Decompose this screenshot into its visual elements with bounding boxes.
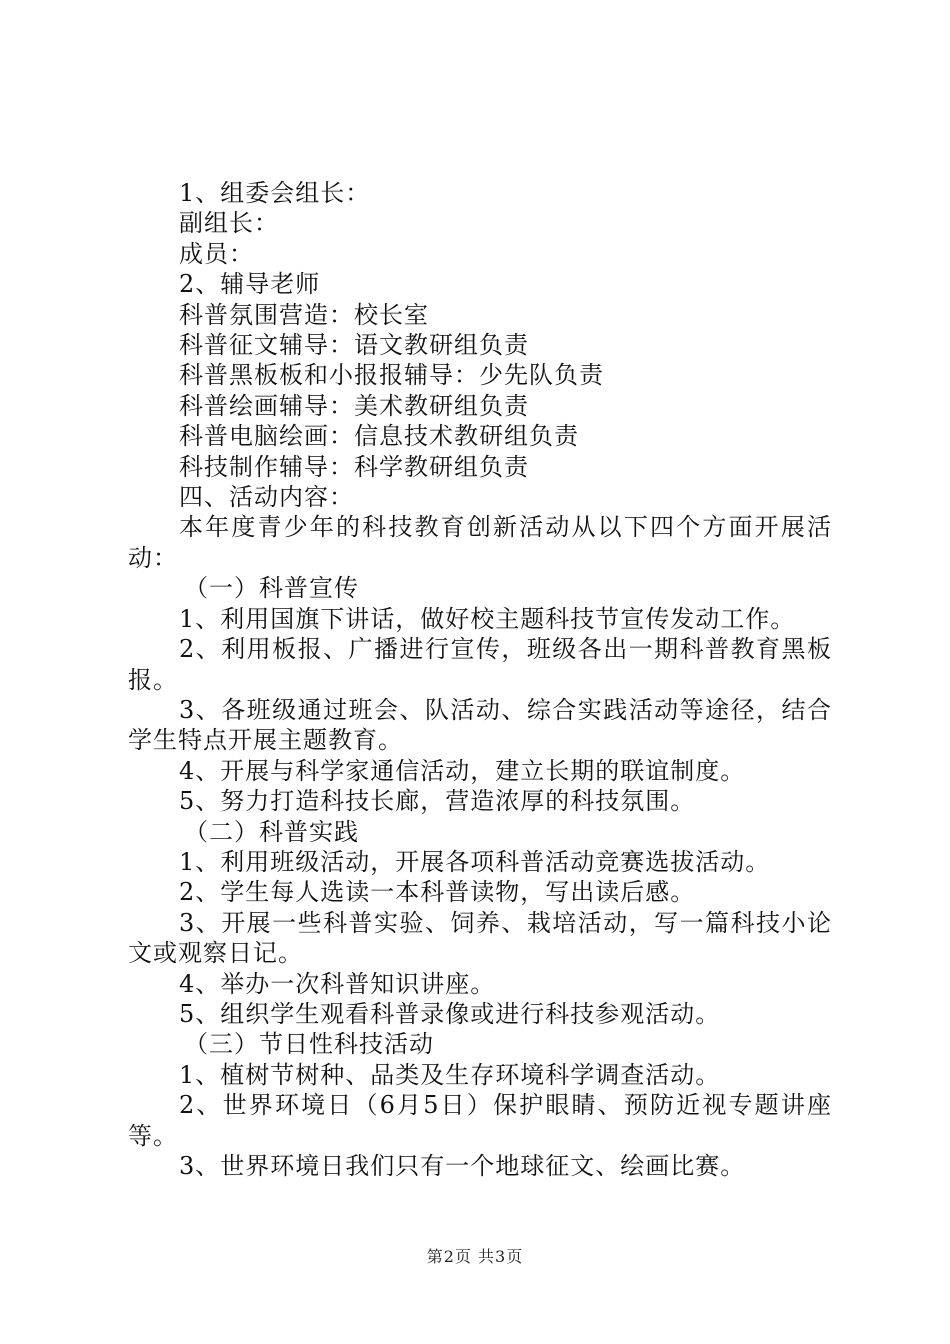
- list-item: 1、利用国旗下讲话，做好校主题科技节宣传发动工作。: [179, 604, 796, 633]
- list-item: 1、植树节树种、品类及生存环境科学调查活动。: [179, 1060, 721, 1089]
- subheading-publicity: （一）科普宣传: [184, 574, 359, 603]
- paragraph-tutors-heading: 2、辅导老师: [179, 270, 321, 299]
- paragraph-tech-making: 科技制作辅导：科学教研组负责: [179, 452, 529, 481]
- list-item: 3、各班级通过班会、队活动、综合实践活动等途径，结合学生特点开展主题教育。: [128, 695, 832, 755]
- paragraph-atmosphere: 科普氛围营造：校长室: [179, 300, 429, 329]
- paragraph-blackboard-tutor: 科普黑板板和小报报辅导：少先队负责: [179, 361, 604, 390]
- page-number-footer: 第2页 共3页: [426, 1247, 524, 1266]
- paragraph-members: 成员：: [179, 239, 254, 268]
- list-item: 2、世界环境日（6月5日）保护眼睛、预防近视专题讲座等。: [128, 1091, 832, 1150]
- section-heading-activities: 四、活动内容：: [179, 483, 354, 512]
- list-item: 3、开展一些科普实验、饲养、栽培活动，写一篇科技小论文或观察日记。: [128, 908, 832, 968]
- document-body: [128, 178, 832, 1181]
- list-item: 5、组织学生观看科普录像或进行科技参观活动。: [179, 999, 721, 1028]
- paragraph-activities-intro: 本年度青少年的科技教育创新活动从以下四个方面开展活动：: [128, 513, 832, 572]
- list-item: 4、举办一次科普知识讲座。: [179, 969, 496, 998]
- list-item: 1、利用班级活动，开展各项科普活动竞赛选拔活动。: [179, 847, 771, 876]
- paragraph-organizing-leader: 1、组委会组长：: [179, 179, 371, 207]
- list-item: 3、世界环境日我们只有一个地球征文、绘画比赛。: [179, 1152, 746, 1180]
- list-item: 2、学生每人选读一本科普读物，写出读后感。: [179, 878, 696, 907]
- paragraph-painting-tutor: 科普绘画辅导：美术教研组负责: [179, 391, 529, 420]
- paragraph-essay-tutor: 科普征文辅导：语文教研组负责: [179, 331, 529, 360]
- paragraph-deputy-leader: 副组长：: [179, 209, 279, 238]
- subheading-practice: （二）科普实践: [184, 817, 359, 846]
- list-item: 4、开展与科学家通信活动，建立长期的联谊制度。: [179, 756, 746, 785]
- subheading-holiday-activities: （三）节日性科技活动: [184, 1030, 434, 1059]
- list-item: 5、努力打造科技长廊，营造浓厚的科技氛围。: [179, 787, 696, 816]
- paragraph-computer-painting: 科普电脑绘画：信息技术教研组负责: [179, 422, 579, 451]
- list-item: 2、利用板报、广播进行宣传，班级各出一期科普教育黑板报。: [128, 635, 832, 694]
